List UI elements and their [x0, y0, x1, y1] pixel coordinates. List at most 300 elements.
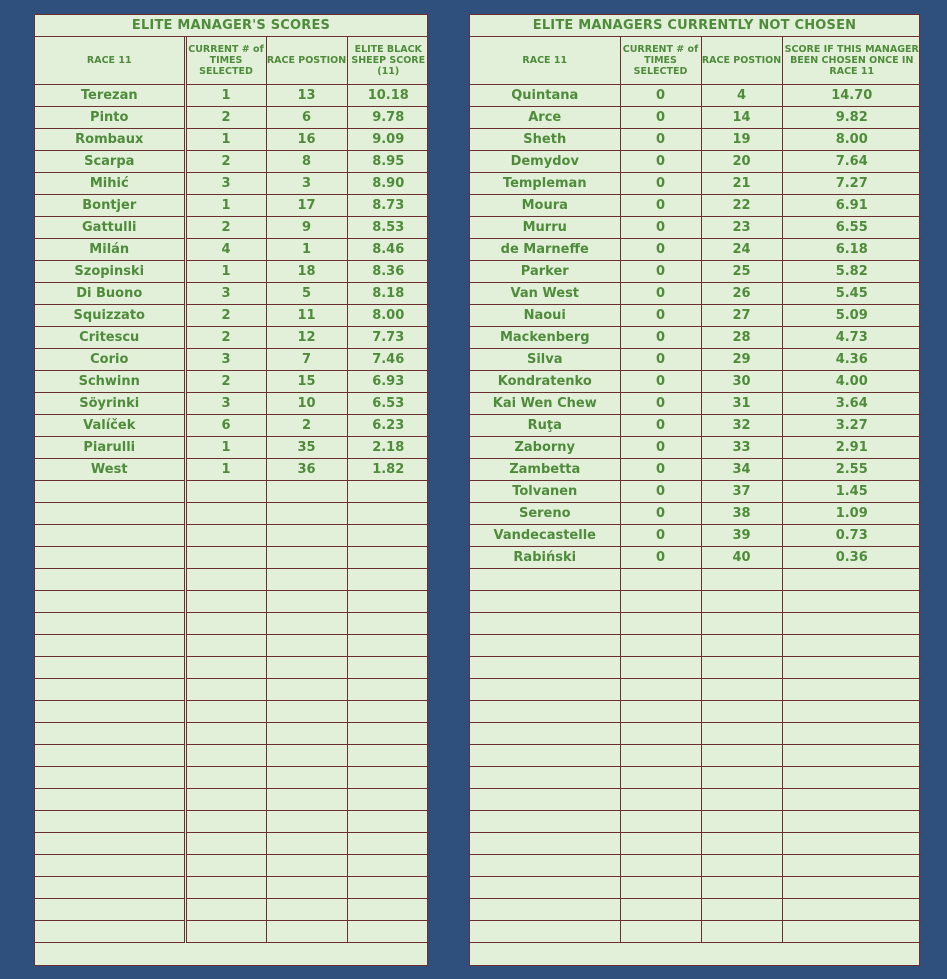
empty-row	[470, 767, 921, 789]
empty-row	[35, 635, 429, 657]
score-cell: 8.18	[347, 283, 429, 305]
score-cell	[782, 569, 921, 591]
race-position-cell	[266, 745, 347, 767]
race-position-cell: 10	[266, 393, 347, 415]
race-position-cell	[701, 767, 782, 789]
race-position-cell	[701, 811, 782, 833]
empty-row	[35, 833, 429, 855]
empty-row	[470, 635, 921, 657]
manager-name-cell	[470, 921, 620, 943]
times-selected-cell: 2	[185, 107, 266, 129]
times-selected-cell: 0	[620, 459, 701, 481]
race-position-cell: 28	[701, 327, 782, 349]
score-cell	[347, 899, 429, 921]
race-position-cell: 13	[266, 85, 347, 107]
score-cell	[782, 811, 921, 833]
race-position-cell	[266, 525, 347, 547]
score-cell	[782, 591, 921, 613]
header-race: RACE 11	[35, 37, 185, 85]
times-selected-cell: 2	[185, 327, 266, 349]
times-selected-cell: 2	[185, 217, 266, 239]
table-row	[35, 107, 429, 129]
score-cell	[347, 701, 429, 723]
times-selected-cell	[620, 635, 701, 657]
score-cell: 0.73	[782, 525, 921, 547]
times-selected-cell	[185, 547, 266, 569]
score-cell: 9.09	[347, 129, 429, 151]
empty-row	[470, 657, 921, 679]
manager-name-cell: Arce	[470, 107, 620, 129]
table-row	[35, 437, 429, 459]
score-cell: 10.18	[347, 85, 429, 107]
race-position-cell	[701, 855, 782, 877]
score-cell	[782, 613, 921, 635]
manager-name-cell	[35, 635, 185, 657]
manager-name-cell: West	[35, 459, 185, 481]
manager-name-cell	[35, 877, 185, 899]
times-selected-cell	[620, 679, 701, 701]
manager-name-cell	[470, 591, 620, 613]
empty-row	[35, 657, 429, 679]
table-row	[470, 437, 921, 459]
race-position-cell: 17	[266, 195, 347, 217]
elite-scores-table	[35, 37, 429, 943]
manager-name-cell	[470, 767, 620, 789]
times-selected-cell	[185, 899, 266, 921]
times-selected-cell	[185, 723, 266, 745]
score-cell	[347, 547, 429, 569]
race-position-cell	[266, 833, 347, 855]
times-selected-cell	[185, 503, 266, 525]
empty-row	[470, 921, 921, 943]
table-row	[470, 415, 921, 437]
table-row	[470, 85, 921, 107]
times-selected-cell: 6	[185, 415, 266, 437]
manager-name-cell: Milán	[35, 239, 185, 261]
score-cell: 8.00	[782, 129, 921, 151]
times-selected-cell: 0	[620, 393, 701, 415]
manager-name-cell	[35, 811, 185, 833]
score-cell	[347, 855, 429, 877]
manager-name-cell: Piarulli	[35, 437, 185, 459]
score-cell: 4.73	[782, 327, 921, 349]
race-position-cell	[266, 789, 347, 811]
score-cell	[347, 525, 429, 547]
manager-name-cell: Tolvanen	[470, 481, 620, 503]
times-selected-cell: 1	[185, 437, 266, 459]
score-cell: 2.91	[782, 437, 921, 459]
table-row	[35, 129, 429, 151]
manager-name-cell	[35, 767, 185, 789]
times-selected-cell	[185, 701, 266, 723]
race-position-cell	[701, 613, 782, 635]
manager-name-cell: Sereno	[470, 503, 620, 525]
race-position-cell	[266, 767, 347, 789]
manager-name-cell: Squizzato	[35, 305, 185, 327]
manager-name-cell: Kondratenko	[470, 371, 620, 393]
header-times-selected: CURRENT # of TIMES SELECTED	[620, 37, 701, 85]
manager-name-cell	[470, 745, 620, 767]
manager-name-cell: Terezan	[35, 85, 185, 107]
times-selected-cell	[185, 855, 266, 877]
times-selected-cell: 4	[185, 239, 266, 261]
score-cell: 8.46	[347, 239, 429, 261]
times-selected-cell	[620, 789, 701, 811]
times-selected-cell	[185, 767, 266, 789]
race-position-cell: 23	[701, 217, 782, 239]
race-position-cell	[701, 657, 782, 679]
score-cell	[347, 789, 429, 811]
race-position-cell: 16	[266, 129, 347, 151]
table-row	[470, 503, 921, 525]
manager-name-cell	[35, 745, 185, 767]
times-selected-cell	[185, 877, 266, 899]
empty-row	[470, 855, 921, 877]
manager-name-cell	[470, 701, 620, 723]
empty-row	[470, 877, 921, 899]
table-row	[470, 195, 921, 217]
score-cell: 3.64	[782, 393, 921, 415]
empty-row	[35, 613, 429, 635]
score-cell: 8.00	[347, 305, 429, 327]
empty-row	[35, 899, 429, 921]
race-position-cell	[266, 811, 347, 833]
score-cell	[782, 833, 921, 855]
score-cell: 9.82	[782, 107, 921, 129]
score-cell: 6.23	[347, 415, 429, 437]
score-cell: 7.73	[347, 327, 429, 349]
times-selected-cell	[185, 481, 266, 503]
table-row	[470, 217, 921, 239]
manager-name-cell: Parker	[470, 261, 620, 283]
empty-row	[470, 613, 921, 635]
race-position-cell: 26	[701, 283, 782, 305]
table-row	[470, 129, 921, 151]
empty-row	[35, 855, 429, 877]
score-cell	[347, 591, 429, 613]
manager-name-cell	[470, 679, 620, 701]
manager-name-cell: Sheth	[470, 129, 620, 151]
score-cell: 8.90	[347, 173, 429, 195]
empty-row	[35, 503, 429, 525]
race-position-cell	[701, 569, 782, 591]
manager-name-cell: Mihić	[35, 173, 185, 195]
table-row	[35, 415, 429, 437]
times-selected-cell	[185, 921, 266, 943]
race-position-cell: 27	[701, 305, 782, 327]
times-selected-cell	[620, 921, 701, 943]
manager-name-cell	[35, 833, 185, 855]
manager-name-cell	[35, 547, 185, 569]
race-position-cell	[701, 635, 782, 657]
table-row	[35, 393, 429, 415]
times-selected-cell	[185, 657, 266, 679]
not-chosen-table	[470, 37, 921, 943]
score-cell: 1.09	[782, 503, 921, 525]
empty-row	[470, 899, 921, 921]
score-cell	[782, 899, 921, 921]
table-row	[470, 327, 921, 349]
race-position-cell	[266, 657, 347, 679]
score-cell	[782, 877, 921, 899]
empty-row	[35, 767, 429, 789]
race-position-cell: 25	[701, 261, 782, 283]
empty-row	[470, 833, 921, 855]
manager-name-cell: Pinto	[35, 107, 185, 129]
race-position-cell: 30	[701, 371, 782, 393]
empty-row	[35, 789, 429, 811]
times-selected-cell: 0	[620, 173, 701, 195]
race-position-cell: 4	[701, 85, 782, 107]
manager-name-cell	[35, 921, 185, 943]
score-cell: 8.53	[347, 217, 429, 239]
race-position-cell: 35	[266, 437, 347, 459]
manager-name-cell: Moura	[470, 195, 620, 217]
race-position-cell: 14	[701, 107, 782, 129]
manager-name-cell: Di Buono	[35, 283, 185, 305]
race-position-cell	[266, 481, 347, 503]
table-row	[35, 459, 429, 481]
manager-name-cell	[470, 635, 620, 657]
score-cell: 5.45	[782, 283, 921, 305]
race-position-cell: 32	[701, 415, 782, 437]
race-position-cell	[266, 877, 347, 899]
race-position-cell: 11	[266, 305, 347, 327]
header-times-selected: CURRENT # of TIMES SELECTED	[185, 37, 266, 85]
table-row	[470, 305, 921, 327]
race-position-cell: 5	[266, 283, 347, 305]
manager-name-cell: Söyrinki	[35, 393, 185, 415]
score-cell	[782, 701, 921, 723]
times-selected-cell	[185, 525, 266, 547]
race-position-cell: 39	[701, 525, 782, 547]
empty-row	[470, 569, 921, 591]
times-selected-cell: 3	[185, 393, 266, 415]
header-row	[35, 37, 429, 85]
table-row	[470, 459, 921, 481]
manager-name-cell	[470, 833, 620, 855]
times-selected-cell	[185, 833, 266, 855]
table-row	[35, 217, 429, 239]
times-selected-cell	[185, 613, 266, 635]
race-position-cell: 6	[266, 107, 347, 129]
manager-name-cell: Schwinn	[35, 371, 185, 393]
table-row	[470, 151, 921, 173]
manager-name-cell	[35, 613, 185, 635]
empty-row	[35, 547, 429, 569]
times-selected-cell	[620, 657, 701, 679]
score-cell	[782, 679, 921, 701]
score-cell	[347, 657, 429, 679]
manager-name-cell	[35, 855, 185, 877]
times-selected-cell: 2	[185, 371, 266, 393]
race-position-cell	[266, 591, 347, 613]
manager-name-cell	[470, 877, 620, 899]
table-row	[470, 173, 921, 195]
score-cell: 6.93	[347, 371, 429, 393]
manager-name-cell: de Marneffe	[470, 239, 620, 261]
header-score: SCORE IF THIS MANAGER BEEN CHOSEN ONCE IN RACE 11	[782, 37, 921, 85]
score-cell: 3.27	[782, 415, 921, 437]
empty-row	[35, 701, 429, 723]
manager-name-cell: Murru	[470, 217, 620, 239]
score-cell: 2.18	[347, 437, 429, 459]
score-cell: 6.53	[347, 393, 429, 415]
manager-name-cell	[470, 899, 620, 921]
times-selected-cell: 0	[620, 217, 701, 239]
race-position-cell	[266, 723, 347, 745]
times-selected-cell: 0	[620, 371, 701, 393]
race-position-cell: 21	[701, 173, 782, 195]
times-selected-cell: 1	[185, 85, 266, 107]
score-cell: 4.00	[782, 371, 921, 393]
score-cell	[347, 635, 429, 657]
race-position-cell: 22	[701, 195, 782, 217]
score-cell: 7.64	[782, 151, 921, 173]
header-race-position: RACE POSTION	[701, 37, 782, 85]
table-row	[35, 195, 429, 217]
manager-name-cell: Vandecastelle	[470, 525, 620, 547]
table-row	[470, 547, 921, 569]
times-selected-cell: 1	[185, 195, 266, 217]
manager-name-cell	[470, 811, 620, 833]
score-cell	[347, 921, 429, 943]
times-selected-cell: 3	[185, 349, 266, 371]
times-selected-cell: 0	[620, 525, 701, 547]
manager-name-cell: Silva	[470, 349, 620, 371]
race-position-cell	[701, 921, 782, 943]
score-cell: 14.70	[782, 85, 921, 107]
times-selected-cell: 0	[620, 349, 701, 371]
times-selected-cell	[185, 591, 266, 613]
manager-name-cell	[35, 701, 185, 723]
race-position-cell	[701, 723, 782, 745]
table-row	[470, 525, 921, 547]
manager-name-cell: Bontjer	[35, 195, 185, 217]
race-position-cell: 2	[266, 415, 347, 437]
race-position-cell	[266, 503, 347, 525]
times-selected-cell	[620, 855, 701, 877]
elite-scores-panel	[34, 14, 428, 966]
times-selected-cell	[620, 723, 701, 745]
panel-title: ELITE MANAGERS CURRENTLY NOT CHOSEN	[470, 15, 919, 37]
race-position-cell	[701, 591, 782, 613]
race-position-cell: 9	[266, 217, 347, 239]
score-cell	[347, 613, 429, 635]
header-race-position: RACE POSTION	[266, 37, 347, 85]
table-row	[470, 283, 921, 305]
times-selected-cell: 0	[620, 239, 701, 261]
table-row	[35, 327, 429, 349]
score-cell: 2.55	[782, 459, 921, 481]
score-cell	[782, 767, 921, 789]
manager-name-cell	[470, 855, 620, 877]
table-row	[35, 173, 429, 195]
times-selected-cell	[620, 569, 701, 591]
manager-name-cell: Quintana	[470, 85, 620, 107]
race-position-cell: 1	[266, 239, 347, 261]
race-position-cell: 38	[701, 503, 782, 525]
times-selected-cell	[620, 767, 701, 789]
table-row	[470, 107, 921, 129]
times-selected-cell: 0	[620, 481, 701, 503]
race-position-cell	[266, 899, 347, 921]
score-cell: 4.36	[782, 349, 921, 371]
race-position-cell	[266, 635, 347, 657]
times-selected-cell	[620, 591, 701, 613]
race-position-cell	[701, 789, 782, 811]
panel-title: ELITE MANAGER'S SCORES	[35, 15, 427, 37]
manager-name-cell: Corio	[35, 349, 185, 371]
score-cell	[782, 921, 921, 943]
score-cell: 5.82	[782, 261, 921, 283]
times-selected-cell: 2	[185, 305, 266, 327]
manager-name-cell	[470, 723, 620, 745]
score-cell	[782, 657, 921, 679]
times-selected-cell: 0	[620, 129, 701, 151]
times-selected-cell	[185, 811, 266, 833]
times-selected-cell: 0	[620, 85, 701, 107]
table-row	[470, 349, 921, 371]
times-selected-cell	[185, 569, 266, 591]
manager-name-cell: Van West	[470, 283, 620, 305]
manager-name-cell	[35, 569, 185, 591]
manager-name-cell: Rabiński	[470, 547, 620, 569]
empty-row	[470, 701, 921, 723]
table-row	[35, 349, 429, 371]
times-selected-cell: 1	[185, 261, 266, 283]
table-row	[35, 371, 429, 393]
header-score: ELITE BLACK SHEEP SCORE (11)	[347, 37, 429, 85]
race-position-cell: 37	[701, 481, 782, 503]
score-cell: 1.82	[347, 459, 429, 481]
race-position-cell	[701, 833, 782, 855]
times-selected-cell	[620, 877, 701, 899]
manager-name-cell	[35, 503, 185, 525]
manager-name-cell: Ruţa	[470, 415, 620, 437]
race-position-cell: 29	[701, 349, 782, 371]
race-position-cell	[701, 679, 782, 701]
manager-name-cell	[35, 481, 185, 503]
manager-name-cell	[35, 789, 185, 811]
score-cell: 0.36	[782, 547, 921, 569]
score-cell	[347, 767, 429, 789]
times-selected-cell	[620, 833, 701, 855]
manager-name-cell	[470, 657, 620, 679]
score-cell: 6.91	[782, 195, 921, 217]
times-selected-cell	[620, 811, 701, 833]
empty-row	[35, 481, 429, 503]
race-position-cell	[266, 701, 347, 723]
score-cell	[347, 679, 429, 701]
race-position-cell: 18	[266, 261, 347, 283]
empty-row	[35, 591, 429, 613]
times-selected-cell: 3	[185, 283, 266, 305]
score-cell	[782, 635, 921, 657]
score-cell	[782, 789, 921, 811]
header-race: RACE 11	[470, 37, 620, 85]
race-position-cell: 40	[701, 547, 782, 569]
score-cell: 5.09	[782, 305, 921, 327]
times-selected-cell	[185, 789, 266, 811]
manager-name-cell: Templeman	[470, 173, 620, 195]
empty-row	[35, 723, 429, 745]
race-position-cell: 31	[701, 393, 782, 415]
empty-row	[470, 679, 921, 701]
race-position-cell	[266, 855, 347, 877]
race-position-cell: 33	[701, 437, 782, 459]
manager-name-cell: Scarpa	[35, 151, 185, 173]
